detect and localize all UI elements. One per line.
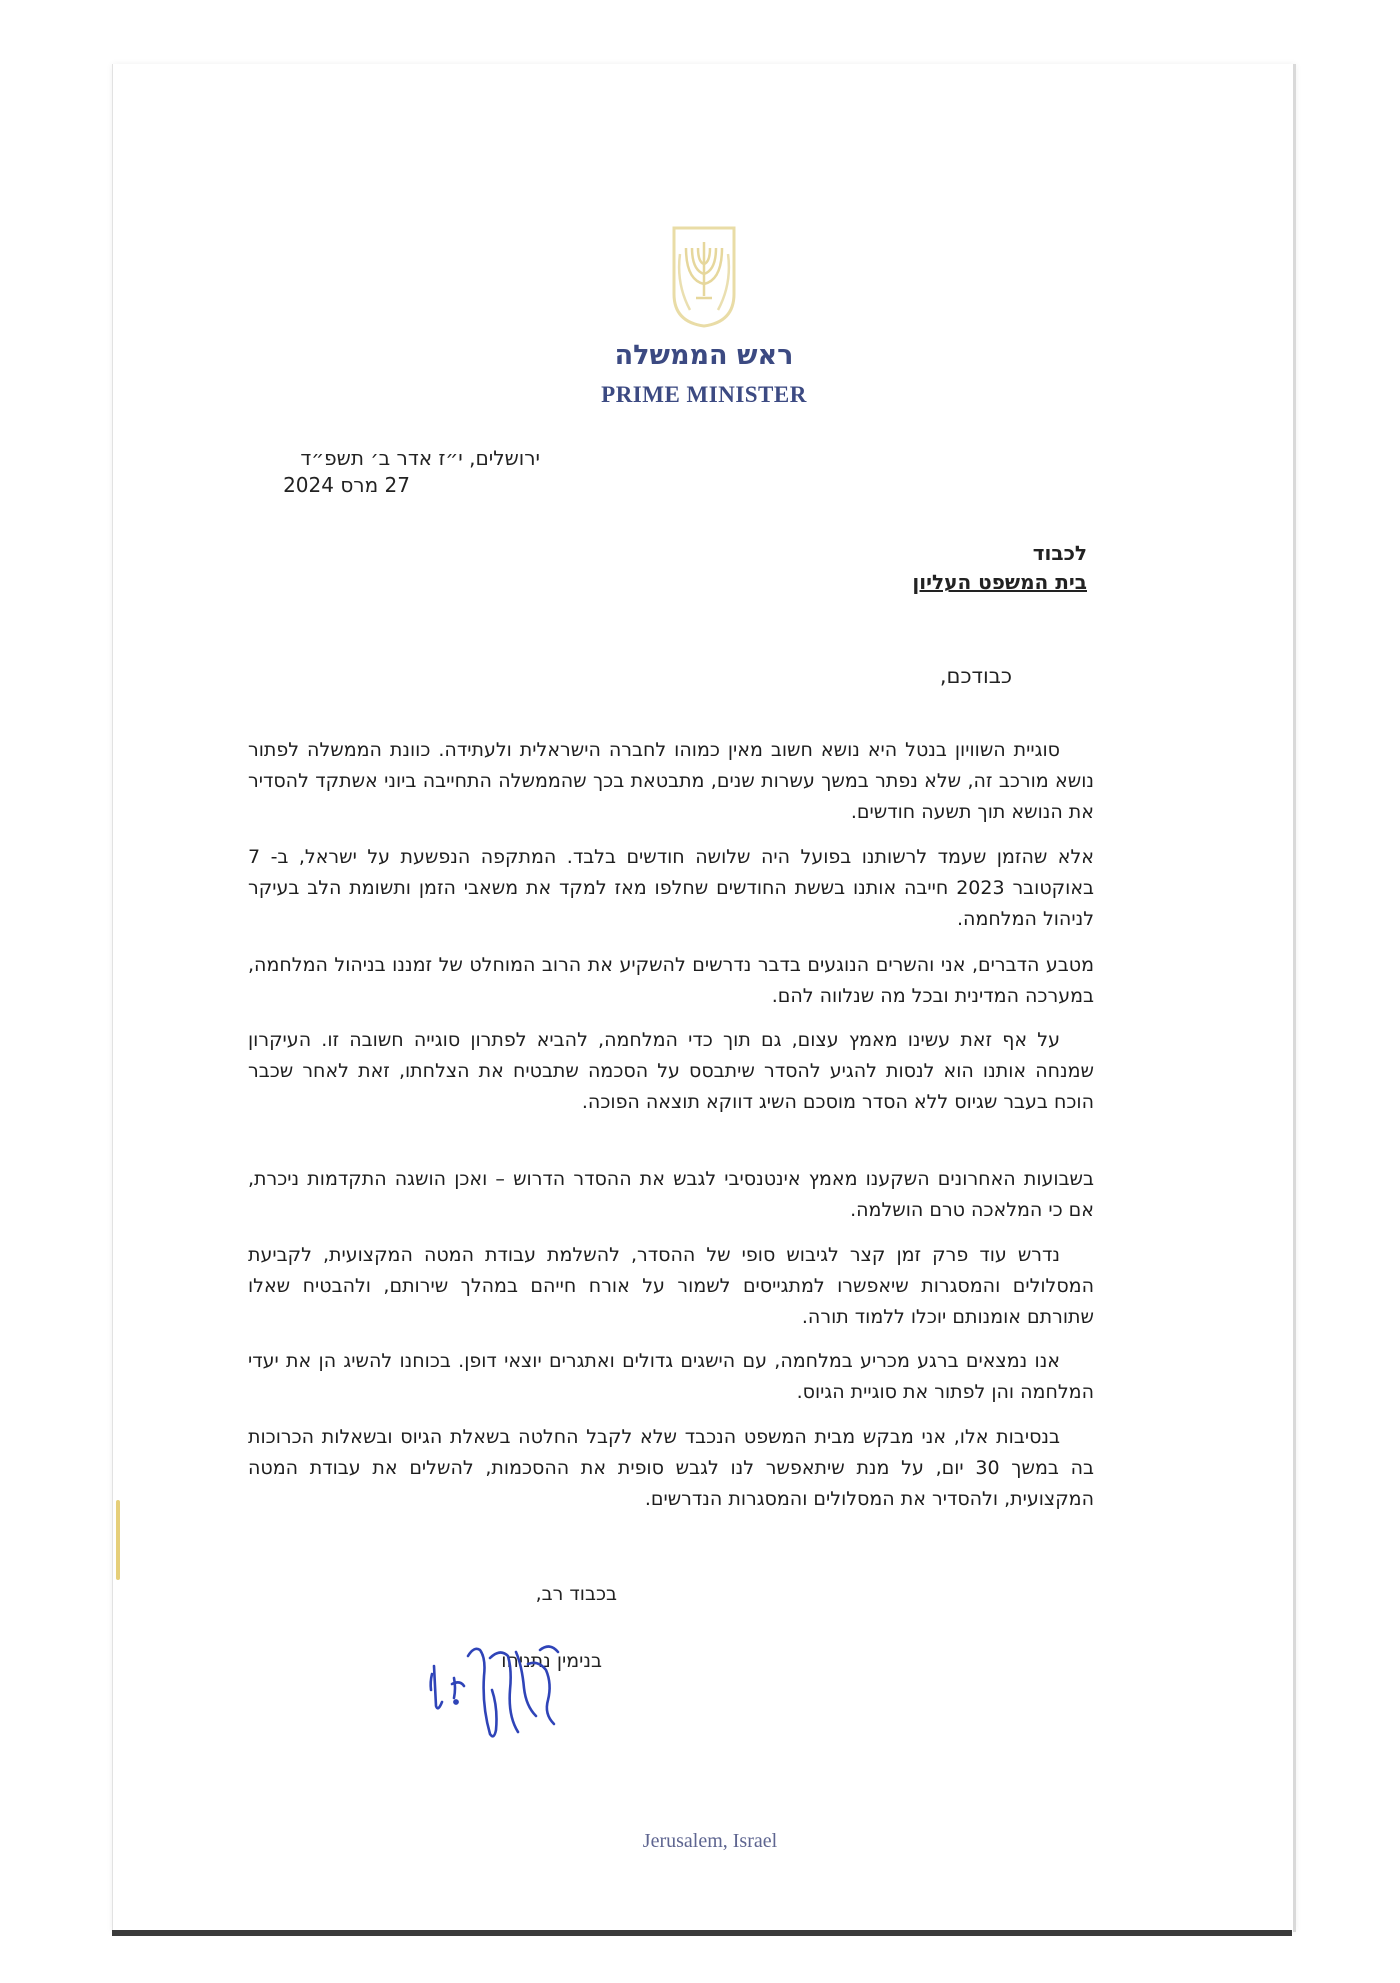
body-paragraph: בנסיבות אלו, אני מבקש מבית המשפט הנכבד שלא לקבל החלטה בשאלת הגיוס ובשאלות הכרוכות בה במשך 30 יום, על מנת שיתאפשר לנו לגבש סופית את ההסכמות, להשלים את עבודת המטה המקצועית, ולהסדיר את המסלולים והמסגרות הנדרשים. xyxy=(248,1426,1094,1510)
signatory-name: בנימין נתניהו xyxy=(501,1650,602,1672)
addressee-name: בית המשפט העליון xyxy=(912,570,1087,594)
body-paragraph: אלא שהזמן שעמד לרשותנו בפועל היה שלושה חודשים בלבד. המתקפה הנפשעת על ישראל, ב- 7 באוקטובר 2023 חייבה אותנו בששת החודשים שחלפו מאז למקד את משאבי הזמן ותשומת הלב בעיקר לניהול המלחמה. xyxy=(248,846,1095,930)
body-paragraph: על אף זאת עשינו מאמץ עצום, גם תוך כדי המלחמה, להביא לפתרון סוגייה חשובה זו. העיקרון שמנחה אותנו הוא לנסות להגיע להסדר שיתבסס על הסכמה שתבטיח את הצלחתו, זאת לאחר שכבר הוכח בעבר שגיוס ללא הסדר מוסכם השיג דווקא תוצאה הפוכה. xyxy=(248,1029,1094,1113)
body-paragraph: מטבע הדברים, אני והשרים הנוגעים בדבר נדרשים להשקיע את הרוב המוחלט של זמננו בניהול המלחמה, במערכה המדינית ובכל מה שנלווה להם. xyxy=(248,954,1094,1007)
body-paragraph: אנו נמצאים ברגע מכריע במלחמה, עם הישגים גדולים ואתגרים יוצאי דופן. בכוחנו להשיג הן את יעדי המלחמה והן לפתור את סוגיית הגיוס. xyxy=(248,1350,1094,1403)
closing-sign-off: בכבוד רב, xyxy=(535,1583,617,1605)
date-gregorian: 27 מרס 2024 xyxy=(283,473,410,497)
greeting: כבודכם, xyxy=(939,664,1012,688)
addressee-salutation: לכבוד xyxy=(1032,541,1087,565)
body-paragraph: בשבועות האחרונים השקענו מאמץ אינטנסיבי לגבש את ההסדר הדרוש – ואכן הושגה התקדמות ניכרת, אם כי המלאכה טרם הושלמה. xyxy=(248,1168,1094,1221)
margin-highlight-mark xyxy=(116,1500,120,1580)
date-hebrew: ירושלים, י״ז אדר ב׳ תשפ״ד xyxy=(300,446,540,470)
body-paragraph: נדרש עוד פרק זמן קצר לגיבוש סופי של ההסדר, להשלמת עבודת המטה המקצועית, לקביעת המסלולים והמסגרות שיאפשרו למתגייסים לשמור על אורח חייהם במהלך שירותם, ולהבטיח שאלו שתורתם אומנותם יוכלו ללמוד תורה. xyxy=(248,1244,1094,1328)
body-paragraph: סוגיית השוויון בנטל היא נושא חשוב מאין כמוהו לחברה הישראלית ולעתידה. כוונת הממשלה לפתור נושא מורכב זה, שלא נפתר במשך עשרות שנים, מתבטאת בכך שהממשלה התחייבה ביוני אשתקד להסדיר את הנושא תוך תשעה חודשים. xyxy=(248,739,1094,823)
footer-location: Jerusalem, Israel xyxy=(642,1830,778,1852)
letterhead-title-hebrew: ראש הממשלה xyxy=(614,340,794,371)
handwritten-signature xyxy=(420,1636,580,1746)
state-emblem-menorah-icon xyxy=(668,224,740,328)
page-bottom-edge xyxy=(112,1930,1292,1936)
letterhead-title-english: PRIME MINISTER xyxy=(601,382,807,407)
